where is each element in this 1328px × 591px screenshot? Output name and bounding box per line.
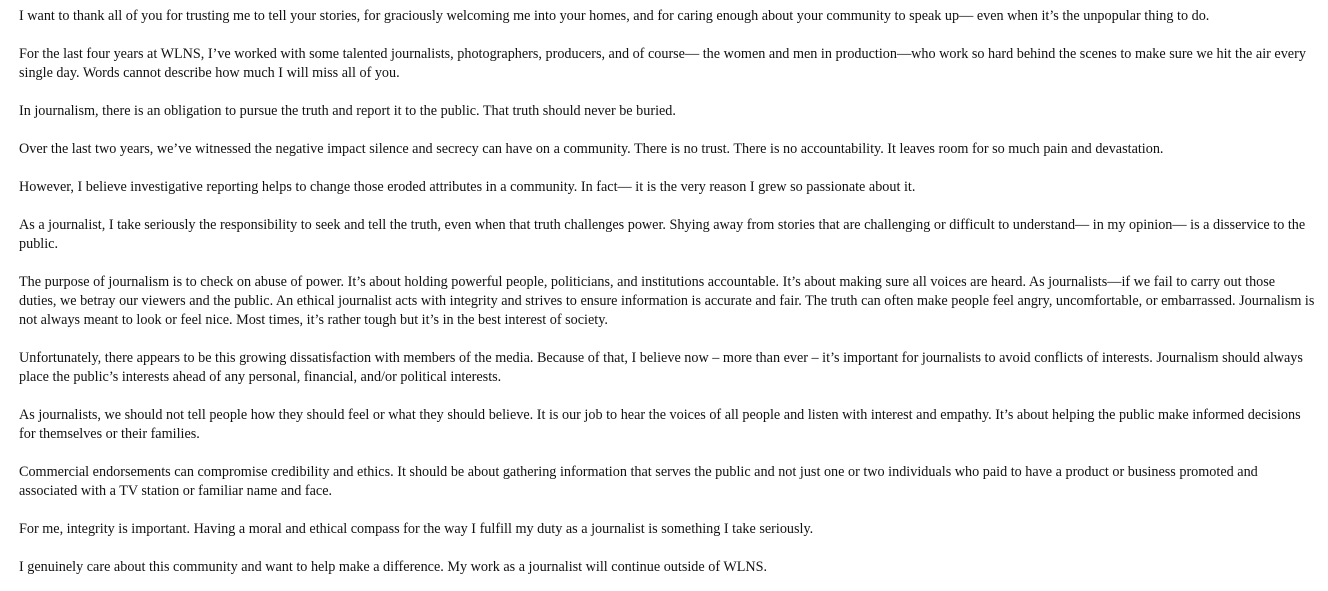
paragraph-empathy: As journalists, we should not tell people how they should feel or what they should believe. It is our job to hear the voices of all people and listen with interest and empathy. It’s about helping the public make informed decisions for themselves or their families. (19, 407, 1301, 442)
paragraph-integrity: For me, integrity is important. Having a moral and ethical compass for the way I fulfill my duty as a journalist is something I take seriously. (19, 521, 814, 537)
paragraph-investigative-reporting: However, I believe investigative reporting helps to change those eroded attributes in a community. In fact— it is the very reason I grew so passionate about it. (19, 179, 916, 195)
paragraph-purpose: The purpose of journalism is to check on abuse of power. It’s about holding powerful people, politicians, and institutions accountable. It’s about making sure all voices are heard. As journalists—if we fail to carry out those duties, we betray our viewers and the public. An ethical journalist acts with integrity and strives to ensure information is accurate and fair. The truth can often make people feel angry, uncomfortable, or embarrassed. Journalism is not always meant to look or feel nice. Most times, it’s rather tough but it’s in the best interest of society. (19, 274, 1315, 328)
paragraph-responsibility: As a journalist, I take seriously the responsibility to seek and tell the truth, even when that truth challenges power. Shying away from stories that are challenging or difficult to understand— in my opinion— is a disservice to the public. (19, 217, 1306, 252)
paragraph-thanks: I want to thank all of you for trusting me to tell your stories, for graciously welcoming me into your homes, and for caring enough about your community to speak up— even when it’s the unpopular thing to do. (19, 8, 1210, 24)
paragraph-endorsements: Commercial endorsements can compromise credibility and ethics. It should be about gathering information that serves the public and not just one or two individuals who paid to have a product or business promoted and associated with a TV station or familiar name and face. (19, 464, 1258, 499)
paragraph-silence-secrecy: Over the last two years, we’ve witnessed the negative impact silence and secrecy can have on a community. There is no trust. There is no accountability. It leaves room for so much pain and devastation. (19, 141, 1164, 157)
document-body (19, 7, 1315, 577)
paragraph-closing: I genuinely care about this community and want to help make a difference. My work as a journalist will continue outside of WLNS. (19, 559, 768, 575)
paragraph-dissatisfaction: Unfortunately, there appears to be this growing dissatisfaction with members of the media. Because of that, I believe now – more than ever – it’s important for journalists to avoid conflicts of interests. Journalism should always place the public’s interests ahead of any personal, financial, and/or political interests. (19, 350, 1303, 385)
paragraph-colleagues: For the last four years at WLNS, I’ve worked with some talented journalists, photographers, producers, and of course— the women and men in production—who work so hard behind the scenes to make sure we hit the air every single day. Words cannot describe how much I will miss all of you. (19, 46, 1306, 81)
paragraph-obligation: In journalism, there is an obligation to pursue the truth and report it to the public. That truth should never be buried. (19, 103, 676, 119)
